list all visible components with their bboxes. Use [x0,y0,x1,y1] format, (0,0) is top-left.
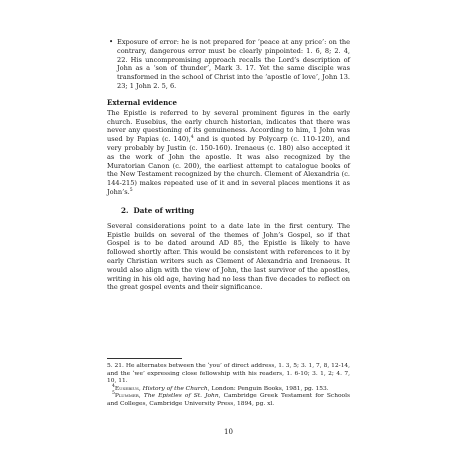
external-evidence-paragraph [107,109,350,197]
footnote-4-title: History of the Church [142,385,208,392]
date-of-writing-paragraph: Several considerations point to a date late in the first century. The Epistle builds on several of the themes of John’s Gospel, so if that Gospel is to be dated around AD 85, the Epistle is likely to have followed shortly after. This would be consistent with references to it by early Christian writers such as Clement of Alexandria and Irenaeus. It would also align with the view of John, the last survivor of the apostles, writing in his old age, having had no less than five decades to reflect on the great gospel events and their significance. [107,221,350,292]
section-title: Date of writing [133,205,195,215]
footnote-5-author: Plummer [114,393,139,400]
section-number: 2. [121,205,129,215]
bullet-dot-icon: • [109,38,114,46]
footnote-5-rest: , Cambridge Greek Testament for Schools and Colleges, Cambridge University Press, 1894, pg. xl. [107,393,350,407]
page-number: 10 [224,428,233,436]
external-text-part1: The Epistle is referred to by several prominent figures in the early church. Eusebius, the early church historian, indicates that there was never any questioning of its genuineness. According to him, 1 John was used by Papias (c. 140), [107,108,350,144]
footnote-4-rest: , London: Penguin Books, 1981, pg. 153. [207,385,329,392]
footnote-5-title: The Epistles of St. John [143,393,219,400]
footnote-mark-5: 5 [112,391,115,397]
bullet-text: Exposure of error: he is not prepared for ‘peace at any price’: on the contrary, dangerous error must be clearly pinpointed: 1. 6, 8; 2. 4, 22. His uncompromising approach recalls the Lord’s description of John as a ‘son of thunder’, Mark 3. 17. Yet the same disciple was transformed in the school of Christ into the ‘apostle of love’, John 13. 23; 1 John 2. 5, 6. [117,38,350,90]
footnote-4-author: Eusebius [114,385,139,392]
footnote-continued: 5. 21. He alternates between the ‘you’ of direct address, 1. 3, 5; 3. 1, 7, 8, 12-14, and the ‘we’ expressing close fellowship with his readers, 1. 6-10; 3. 1, 2; 4. 7, 10, 11. [107,363,350,385]
footnote-ref-5[interactable]: 5 [129,187,133,193]
date-of-writing-heading [121,206,350,215]
footnote-mark-4: 4 [112,383,115,389]
external-evidence-heading: External evidence [107,97,177,107]
footnote-5: $^5$Plummer, The Epistles of St. John, Cambridge Greek Testament for Schools and Colleges, Cambridge University Press, 1894, pg. xl. [107,391,350,407]
footnote-4: $^4$Eusebius, History of the Church, London: Penguin Books, 1981, pg. 153. [112,383,329,392]
footnote-ref-4[interactable]: 4 [190,134,194,140]
external-text-part2: and is quoted by Polycarp (c. 110-120), and very probably by Justin (c. 150-160). Irenaeus (c. 180) also accepted it as the work of John the apostle. It was also recognized by the Muratorian Canon (c. 200), the earliest attempt to catalogue books of the New Testament recognized by the church. Clement of Alexandria (c. 144-215) makes repeated use of it and in several places mentions it as John’s. [107,135,350,196]
bullet-item [107,38,350,91]
footnote-divider [107,358,182,359]
page-body [107,38,350,292]
footnotes [107,363,350,409]
